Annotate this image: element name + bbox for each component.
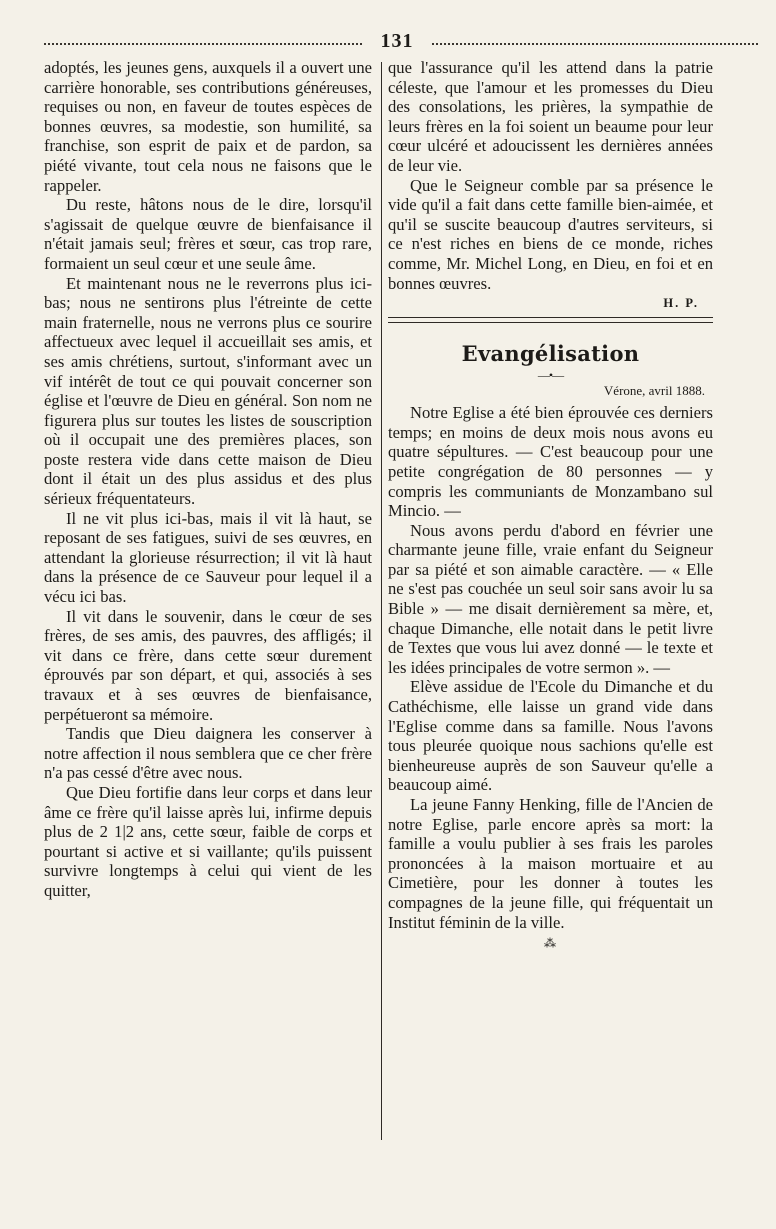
author-signature: H. P. bbox=[663, 296, 699, 311]
dateline: Vérone, avril 1888. bbox=[603, 383, 705, 399]
right-column bbox=[388, 58, 713, 950]
header-rule-left bbox=[44, 43, 362, 45]
column-divider bbox=[381, 62, 382, 1140]
left-paragraph-7: Que Dieu fortifie dans leur corps et dans leur âme ce frère qu'il laisse après lui, infirme depuis plus de 2 1|2 ans, cette sœur, faible de corps et pourtant si active et si vaillante; qu'ils puissent survivre longtemps à celui qui vient de les quitter, bbox=[44, 782, 372, 900]
right-paragraph-2: Que le Seigneur comble par sa présence le vide qu'il a fait dans cette famille bien-aimée, et qu'il se suscite beaucoup d'autres serviteurs, si ce n'est riches en biens de ce monde, riches comme, Mr. Michel Long, en Dieu, en foi et en bonnes œuvres. bbox=[388, 175, 713, 293]
right-paragraph-3: Notre Eglise a été bien éprouvée ces derniers temps; en moins de deux mois nous avons eu quatre sépultures. — C'est beaucoup pour une petite congrégation de 80 personnes — y compris les communiants de Monzambano sul Mincio. — bbox=[388, 403, 713, 521]
right-paragraph-1: que l'assurance qu'il les attend dans la patrie céleste, que l'amour et les promesses du Dieu des consolations, les prières, la sympathie de leurs frères en la foi soient un beaume pour leur cœur ulcéré et adoucissent les dernières années de leur vie. bbox=[388, 58, 713, 175]
left-paragraph-2: Du reste, hâtons nous de le dire, lorsqu'il s'agissait de quelque œuvre de bienfaisance il n'était jamais seul; frères et sœur, cas trop rare, formaient un seul cœur et une seule âme. bbox=[44, 195, 372, 273]
page-number: 131 bbox=[380, 30, 414, 52]
left-paragraph-5: Il vit dans le souvenir, dans le cœur de ses frères, de ses amis, des pauvres, des affligés; il vit dans ce frère, dans cette sœur durement éprouvés par son départ, et qui, associés à ses travaux et à ses œuvres de bienfaisance, perpétueront sa mémoire. bbox=[44, 606, 372, 724]
asterism-ornament: ⁂ bbox=[544, 936, 557, 951]
left-paragraph-4: Il ne vit plus ici-bas, mais il vit là haut, se reposant de ses fatigues, suivi de ses œuvres, en attendant la glorieuse résurrection; il vit là haut dans la présence de ce Sauveur pour lequel il a vécu ici bas. bbox=[44, 508, 372, 607]
header-rule-right bbox=[432, 43, 758, 45]
right-paragraph-6: La jeune Fanny Henking, fille de l'Ancien de notre Eglise, parle encore après sa mort: la famille a voulu publier à ses frais les paroles prononcées à la maison mortuaire et au Cimetière, pour les donner à toutes les compagnes de la jeune fille, qui fréquentait un Institut féminin de la ville. bbox=[388, 795, 713, 932]
right-paragraph-4: Nous avons perdu d'abord en février une charmante jeune fille, vraie enfant du Seigneur par sa piété et son aimable caractère. — « Elle ne s'est pas couchée un seul soir sans avoir lu sa Bible » — me disait dernièrement sa mère, et, chaque Dimanche, elle notait dans le petit livre de Textes que vous lui avez donné — le texte et les idées principales de votre sermon ». — bbox=[388, 520, 713, 677]
section-separator bbox=[388, 317, 713, 323]
left-paragraph-1: adoptés, les jeunes gens, auxquels il a ouvert une carrière honorable, ses contributions généreuses, requises ou non, en faveur de toutes espèces de bonnes œuvres, sa modestie, son humilité, sa franchise, son esprit de paix et de pardon, sa piété vivante, tout cela nous ne faisons que le rappeler. bbox=[44, 58, 372, 195]
left-paragraph-3: Et maintenant nous ne le reverrons plus ici-bas; nous ne sentirons plus l'étreinte de cette main fraternelle, nous ne verrons plus ce sourire affectueux avec lequel il accueillait ses amis, et ses amis chrétiens, surtout, s'informant avec un vif intérêt de tout ce qui pouvait concerner son église et l'œuvre de Dieu en général. Son nom ne figurera plus sur toutes les listes de souscription où il occupait une des premières places, son poste restera vide dans cette maison de Dieu dont il était un des plus assidus et des plus sérieux fréquentateurs. bbox=[44, 273, 372, 509]
left-paragraph-6: Tandis que Dieu daignera les conserver à notre affection il nous semblera que ce cher frère n'a pas cessé d'être avec nous. bbox=[44, 724, 372, 783]
section-title: Evangélisation bbox=[461, 341, 640, 367]
page-header bbox=[44, 30, 758, 54]
title-ornament: —•— bbox=[537, 368, 564, 383]
left-column bbox=[44, 58, 372, 901]
right-paragraph-5: Elève assidue de l'Ecole du Dimanche et du Cathéchisme, elle laisse un grand vide dans l'Eglise comme dans sa famille. Nous l'avons tous pleurée quoique nous sachions qu'elle est bienheureuse auprès de son Sauveur qu'elle a beaucoup aimé. bbox=[388, 677, 713, 795]
